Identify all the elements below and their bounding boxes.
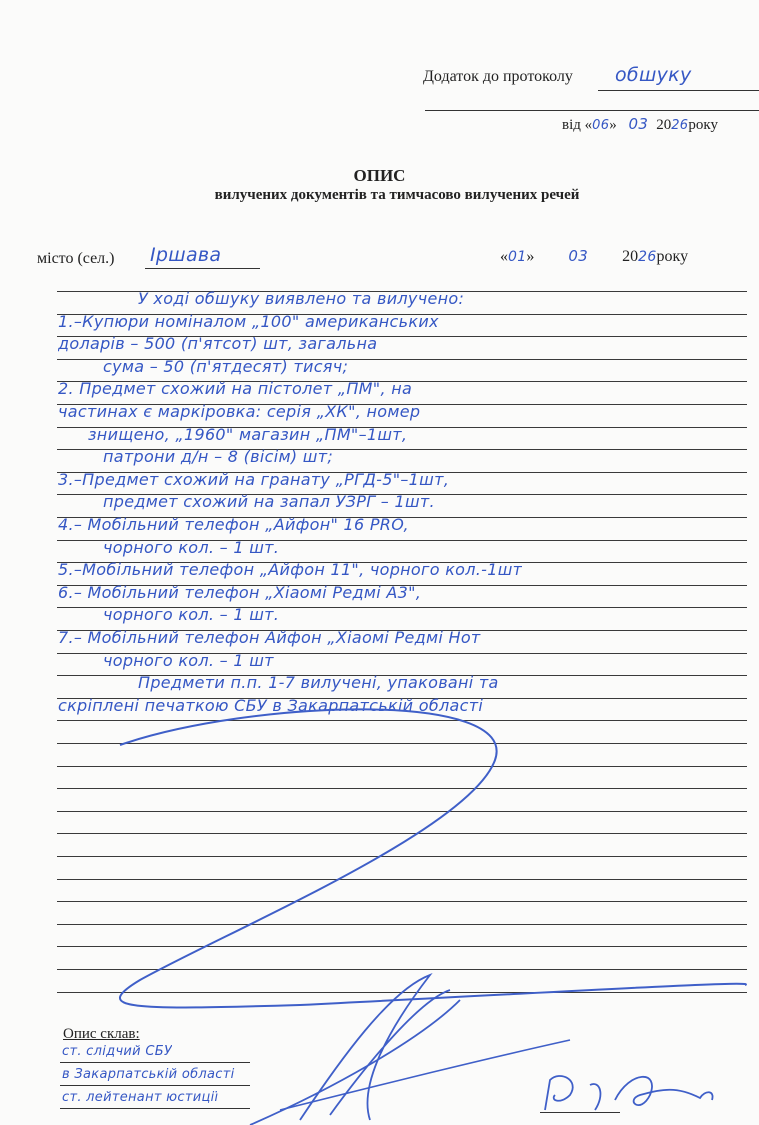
from-month: 03 (628, 115, 649, 133)
compiled-line: в Закарпатській області (62, 1067, 235, 1082)
handwritten-line: 4.– Мобільний телефон „Айфон" 16 PRO, (58, 515, 409, 534)
compiled-line-1-underline (60, 1062, 250, 1063)
from-sep: » (609, 117, 617, 133)
compiled-line-3-underline (60, 1108, 250, 1109)
signature-line (540, 1112, 620, 1113)
year-suffix: року (656, 248, 689, 265)
handwritten-line: чорного кол. – 1 шт. (103, 537, 280, 557)
handwritten-line: 5.–Мобільний телефон „Айфон 11", чорного кол.-1шт (58, 560, 523, 580)
document-subtitle: вилучених документів та тимчасово вилучених речей (214, 187, 580, 203)
handwritten-line: У ході обшуку виявлено та вилучено: (138, 289, 465, 308)
from-suffix: року (688, 117, 718, 133)
date-open: « (500, 248, 508, 265)
compiled-line: ст. лейтенант юстиції (62, 1090, 219, 1105)
document-title: ОПИС (353, 166, 406, 185)
handwritten-line: 3.–Предмет схожий на гранату „РГД-5"–1шт, (58, 469, 450, 489)
from-year: 26 (671, 118, 689, 133)
handwritten-line: частинах є маркіровка: серія „ХК", номер (58, 402, 421, 421)
from-day: 06 (592, 118, 610, 133)
signature (545, 1076, 713, 1110)
handwritten-line: чорного кол. – 1 шт. (103, 605, 280, 625)
place-label: місто (сел.) (37, 250, 115, 267)
compiled-line-2-underline (60, 1085, 250, 1086)
handwritten-line: 1.–Купюри номіналом „100" американських (58, 311, 439, 331)
handwritten-line: 2. Предмет схожий на пістолет „ПМ", на (58, 379, 413, 399)
from-label: від « (562, 117, 593, 133)
date-close: » (526, 248, 535, 265)
handwritten-line: Предмети п.п. 1-7 вилучені, упаковані та (138, 673, 499, 693)
place-value: Іршава (150, 244, 222, 266)
handwritten-line: знищено, „1960" магазин „ПМ"–1шт, (88, 424, 408, 444)
handwritten-line: доларів – 500 (п'ятсот) шт, загальна (58, 334, 378, 354)
place-day: 01 (508, 249, 527, 265)
handwritten-line: патрони д/н – 8 (вісім) шт; (103, 447, 334, 467)
handwritten-line: 7.– Мобільний телефон Айфон „Хіаомі Редмі Нот (58, 628, 481, 647)
from-year-prefix: 20 (656, 117, 672, 133)
handwritten-line: 6.– Мобільний телефон „Хіаомі Редмі А3", (58, 582, 422, 602)
handwritten-line: скріплені печаткою СБУ в Закарпатській області (58, 695, 484, 715)
handwritten-line: чорного кол. – 1 шт (103, 650, 274, 670)
appendix-value: обшуку (615, 64, 692, 86)
place-year: 26 (638, 249, 657, 265)
handwritten-line: сума – 50 (п'ятдесят) тисяч; (103, 356, 349, 376)
place-month: 03 (568, 247, 589, 265)
year-prefix: 20 (622, 248, 639, 265)
compiled-label: Опис склав: (63, 1026, 140, 1042)
appendix-label: Додаток до протоколу (423, 68, 573, 85)
compiled-line: ст. слідчий СБУ (62, 1044, 173, 1059)
handwritten-line: предмет схожий на запал УЗРГ – 1шт. (103, 492, 435, 512)
